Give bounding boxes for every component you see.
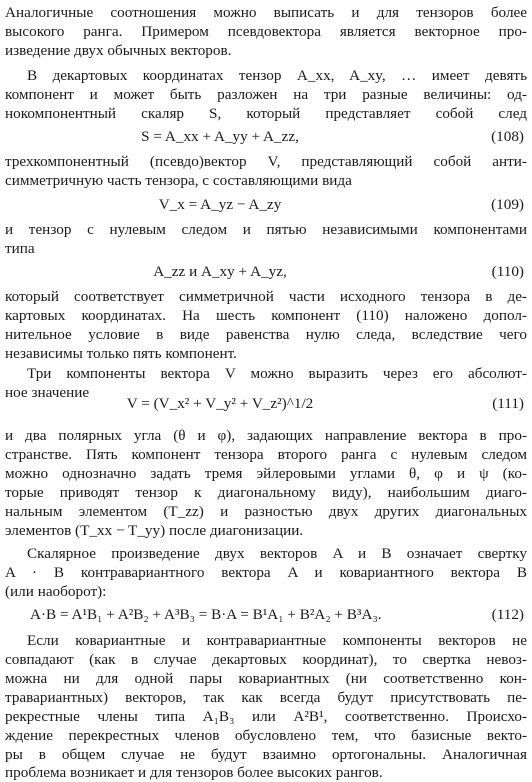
text-line: изведение двух обычных векторов. <box>5 42 232 59</box>
equation-number: (112) <box>491 606 524 623</box>
equation-formula: S = A_xx + A_yy + A_zz, <box>141 128 299 145</box>
equation-number: (109) <box>491 196 524 213</box>
text-line: симметричную часть тензора, с составляющими вида <box>5 172 352 189</box>
text-line: совпадают (как в случае декартовых координат), то свертка невоз- <box>5 651 527 668</box>
text-line: проблема возникает и для тензоров более высоких рангов. <box>5 764 383 781</box>
text-line: странстве. Пять компонент тензора второго ранга с нулевым следом <box>5 446 527 463</box>
text-line: компонент и может быть разложен на три разные величины: од- <box>5 86 527 103</box>
text-line: и тензор с нулевым следом и пятью независимыми компонентами <box>5 221 527 238</box>
text-line: который соответствует симметричной части исходного тензора в де- <box>5 288 527 305</box>
text-line: нальным элементом (T_zz) и разностью двух других диагональных <box>5 503 527 520</box>
text-line: трехкомпонентный (псевдо)вектор V, представляющий собой анти- <box>5 153 527 170</box>
text-line: рекрестные члены типа A₁B₃ или A²B¹, соответственно. Происхо- <box>5 708 527 725</box>
equation-number: (110) <box>491 263 524 280</box>
text-line: ры в общем случае не будут взаимно ортогональны. Аналогичная <box>5 746 527 763</box>
text-line: Три компоненты вектора V можно выразить через его абсолют- <box>27 365 527 382</box>
text-line: травариантных) векторов, так как всегда будут присутствовать пе- <box>5 689 527 706</box>
equation-number: (108) <box>491 128 524 145</box>
text-line: Скалярное произведение двух векторов A и B означает свертку <box>27 545 527 562</box>
text-line: можна ни для одной пары ковариантных (ни соответственно кон- <box>5 670 527 687</box>
text-line: В декартовых координатах тензор A_xx, A_xy, … имеет девять <box>27 67 527 84</box>
equation-formula: A_zz и A_xy + A_yz, <box>153 263 287 280</box>
text-line: высокого ранга. Примером псевдовектора является векторное про- <box>5 23 527 40</box>
text-line: и два полярных угла (θ и φ), задающих направление вектора в про- <box>5 427 527 444</box>
equation-formula: A·B = A¹B₁ + A²B₂ + A³B₃ = B·A = B¹A₁ + B²A₂ + B³A₃. <box>30 606 382 623</box>
text-line: типа <box>5 240 35 257</box>
equation-formula: V = (V_x² + V_y² + V_z²)^1/2 <box>126 395 314 412</box>
equation-number: (111) <box>492 395 524 412</box>
text-line: A · B контравариантного вектора A и ковариантного вектора B <box>5 564 527 581</box>
text-line: Если ковариантные и контравариантные компоненты векторов не <box>27 632 527 649</box>
text-line: элементов (T_xx − T_yy) после диагонизации. <box>5 522 304 539</box>
text-line: (или наоборот): <box>5 583 107 600</box>
text-line: ное значение <box>5 384 90 401</box>
text-line: ждение перекрестных членов обусловлено тем, что базисные векто- <box>5 727 527 744</box>
text-line: независимы только пять компонент. <box>5 345 237 362</box>
text-line: торые приводят тензор к диагональному виду), наибольшим диаго- <box>5 484 527 501</box>
text-line: Аналогичные соотношения можно выписать и для тензоров более <box>5 4 527 21</box>
text-line: нокомпонентный скаляр S, который представляет собой след <box>5 105 527 122</box>
text-line: нительное условие в виде равенства нулю следа, вследствие чего <box>5 326 527 343</box>
text-line: картовых координатах. На шесть компонент (110) наложено допол- <box>5 307 527 324</box>
text-line: можно однозначно задать тремя эйлеровыми углами θ, φ и ψ (ко- <box>5 465 527 482</box>
equation-formula: V_x = A_yz − A_zy <box>158 196 282 213</box>
